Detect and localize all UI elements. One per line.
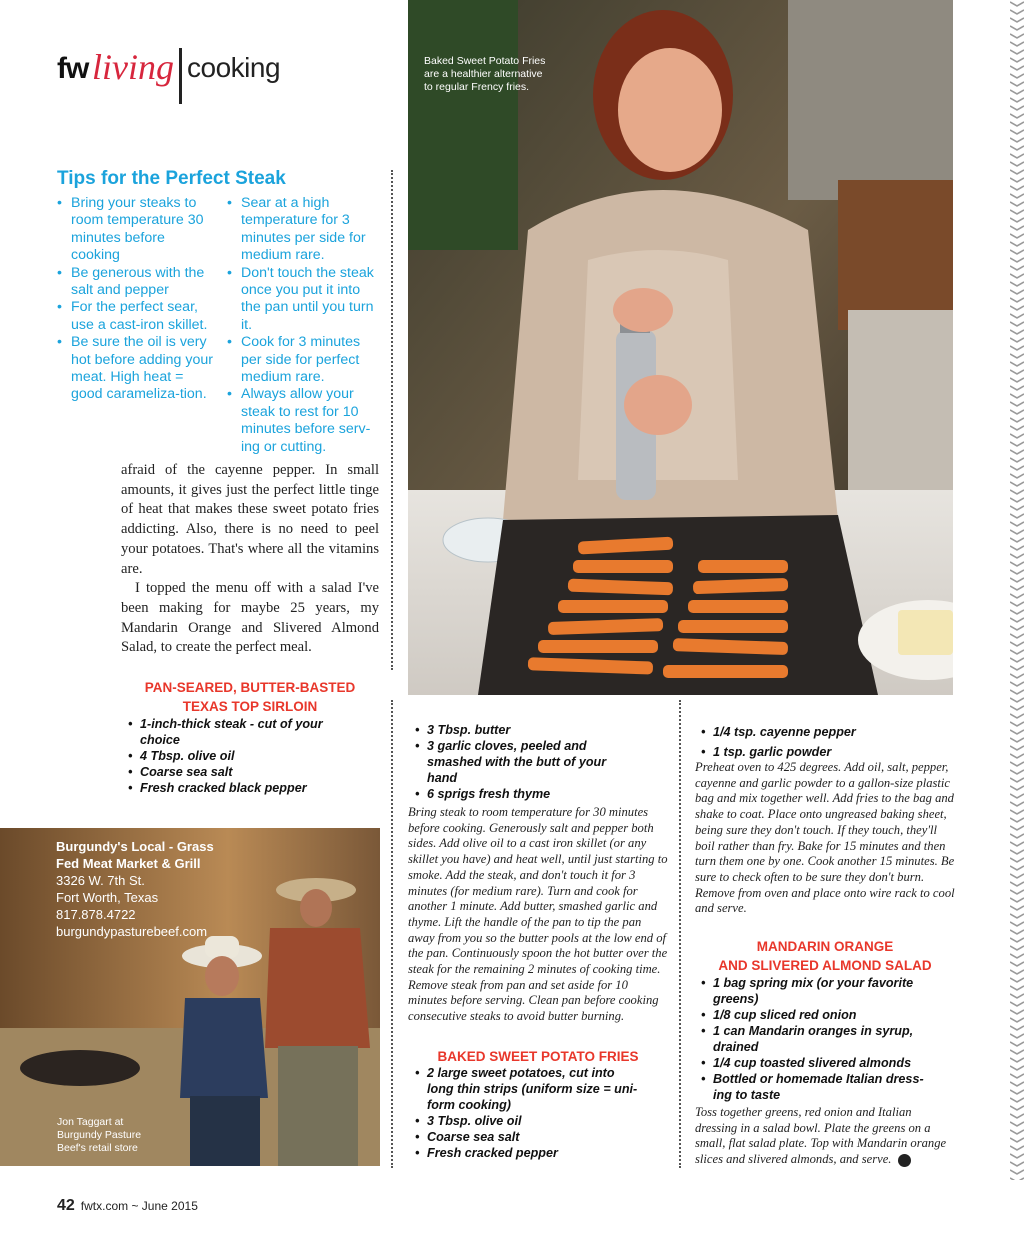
article-paragraph: I topped the menu off with a salad I've been making for maybe 25 years, my Mandarin Orange and Slivered Almond Salad, to create the perfect meal. <box>121 580 379 656</box>
ingredient-item: • Coarse sea salt <box>128 764 328 780</box>
column-divider <box>391 700 393 1168</box>
ingredient-item: • Coarse sea salt <box>415 1129 640 1145</box>
column-divider <box>391 170 393 670</box>
recipe-title-line: TEXAS TOP SIRLOIN <box>182 699 318 714</box>
ingredient-item: • 1/4 tsp. cayenne pepper <box>701 722 931 742</box>
ingredient-item: • 3 garlic cloves, peeled and smashed with the butt of your hand <box>415 738 630 786</box>
ingredient-list-fries <box>415 1065 640 1161</box>
tip-item: • Bring your steaks to room temperature 30 minutes before cooking <box>57 195 217 265</box>
cook-photo-illustration <box>408 0 953 695</box>
tip-item: • Don't touch the steak once you put it into the pan until you turn it. <box>227 265 383 335</box>
header-divider <box>179 48 182 104</box>
instructions-text: Toss together greens, red onion and Italian dressing in a salad bowl. Plate the greens on a small, flat salad plate. Top with Mandarin orange slices and slivered almonds, and serve. <box>695 1105 947 1167</box>
tip-item: • Cook for 3 minutes per side for perfect medium rare. <box>227 334 383 386</box>
article-body <box>121 461 379 658</box>
business-phone: 817.878.4722 <box>56 907 136 922</box>
tip-item: • Be sure the oil is very hot before adding your meat. High heat = good carameliza-tion. <box>57 334 217 404</box>
logo-fw: fw <box>57 52 89 85</box>
article-paragraph: afraid of the cayenne pepper. In small amounts, it gives just the perfect little tinge of heat that makes these sweet potato fries addicting. Also, there is no need to peel your potatoes. That's where all the vitamins are. <box>121 462 379 577</box>
business-name-line: Burgundy's Local - Grass <box>56 839 214 854</box>
ingredient-list-sirloin-cont <box>415 722 630 802</box>
recipe-title-fries: BAKED SWEET POTATO FRIES <box>437 1049 639 1064</box>
recipe-title-salad <box>695 937 955 975</box>
recipe-title-line: PAN-SEARED, BUTTER-BASTED <box>144 680 356 695</box>
ingredient-item: • Fresh cracked pepper <box>415 1145 640 1161</box>
store-photo-caption: Jon Taggart at Burgundy Pasture Beef's retail store <box>57 1116 142 1154</box>
business-city: Fort Worth, Texas <box>56 890 159 905</box>
ingredient-item: • 4 Tbsp. olive oil <box>128 748 328 764</box>
ingredient-item: • 1-inch-thick steak - cut of your choice <box>128 716 328 748</box>
page-number: 42 <box>57 1197 75 1214</box>
ingredient-item: • 1/4 cup toasted slivered almonds <box>701 1055 926 1071</box>
ingredient-item: • Fresh cracked black pepper <box>128 780 328 796</box>
instructions-sirloin: Bring steak to room temperature for 30 minutes before cooking. Generously salt and pepper both sides. Add olive oil to a cast iron skillet (or any skillet you have) and heat well, until just starting to smoke. Add the steak, and don't touch it for 3 minutes (for medium rare). Turn and cook for another 1 minute. Add butter, smashed garlic and thyme. Lift the handle of the pan to tip the pan away from you so the butter pools at the low end of the pan. Continuously spoon the hot butter over the steak for the remaining 2 minutes of cooking time. Remove steak from pan and set aside for 10 minutes before serving. Clean pan before cooking consecutive steaks to avoid butter burning. <box>408 805 668 1024</box>
ingredient-list-sirloin <box>128 716 328 796</box>
tips-title: Tips for the Perfect Steak <box>57 168 286 189</box>
main-photo <box>408 0 953 695</box>
business-website[interactable]: burgundypasturebeef.com <box>56 924 208 939</box>
ingredient-item: • Bottled or homemade Italian dress-ing to taste <box>701 1071 926 1103</box>
ingredient-item: • 2 large sweet potatoes, cut into long thin strips (uniform size = uni-form cooking) <box>415 1065 640 1113</box>
tip-item: • Always allow your steak to rest for 10 minutes before serv-ing or cutting. <box>227 386 383 456</box>
photo-caption: Baked Sweet Potato Fries are a healthier alternative to regular Frency fries. <box>424 55 546 93</box>
tips-list-right <box>227 195 383 456</box>
ingredient-item: • 1 bag spring mix (or your favorite greens) <box>701 975 926 1007</box>
column-divider <box>679 700 681 1168</box>
ingredient-item: • 1/8 cup sliced red onion <box>701 1007 926 1023</box>
business-name-line: Fed Meat Market & Grill <box>56 856 201 871</box>
tip-item: • Sear at a high temperature for 3 minutes per side for medium rare. <box>227 195 383 265</box>
tip-item: • For the perfect sear, use a cast-iron skillet. <box>57 299 217 334</box>
ingredient-item: • 1 can Mandarin oranges in syrup, drained <box>701 1023 926 1055</box>
recipe-title-line: MANDARIN ORANGE <box>756 939 894 954</box>
ingredient-item: • 3 Tbsp. butter <box>415 722 630 738</box>
page-footer <box>57 1197 198 1215</box>
ingredient-list-fries-cont <box>701 722 931 762</box>
sidebar-business <box>56 838 266 940</box>
section-title: cooking <box>187 52 281 83</box>
instructions-salad <box>695 1105 955 1168</box>
end-mark-icon <box>898 1154 911 1167</box>
instructions-fries: Preheat oven to 425 degrees. Add oil, salt, pepper, cayenne and garlic powder to a gallon-size plastic bag and mix together well. Add fries to the bag and shake to coat. Place onto ungreased baking sheet, being sure they don't touch. If they touch, they'll boil rather than fry. Bake for 15 minutes and then turn them one by one. Cook another 15 minutes. Be sure to check often to be sure they don't burn. Remove from oven and place onto wire rack to cool and serve. <box>695 760 955 916</box>
tips-list-left <box>57 195 217 404</box>
tip-item: • Be generous with the salt and pepper <box>57 265 217 300</box>
decorative-border <box>1010 0 1024 1180</box>
logo-living: living <box>92 47 174 87</box>
recipe-title-line: AND SLIVERED ALMOND SALAD <box>718 958 932 973</box>
business-address: 3326 W. 7th St. <box>56 873 145 888</box>
ingredient-item: • 6 sprigs fresh thyme <box>415 786 630 802</box>
store-photo <box>0 828 380 1166</box>
ingredient-item: • 3 Tbsp. olive oil <box>415 1113 640 1129</box>
footer-text: fwtx.com ~ June 2015 <box>80 1199 198 1213</box>
ingredient-list-salad <box>701 975 926 1103</box>
ingredient-item: • 1 tsp. garlic powder <box>701 742 931 762</box>
recipe-title-sirloin <box>121 678 379 716</box>
